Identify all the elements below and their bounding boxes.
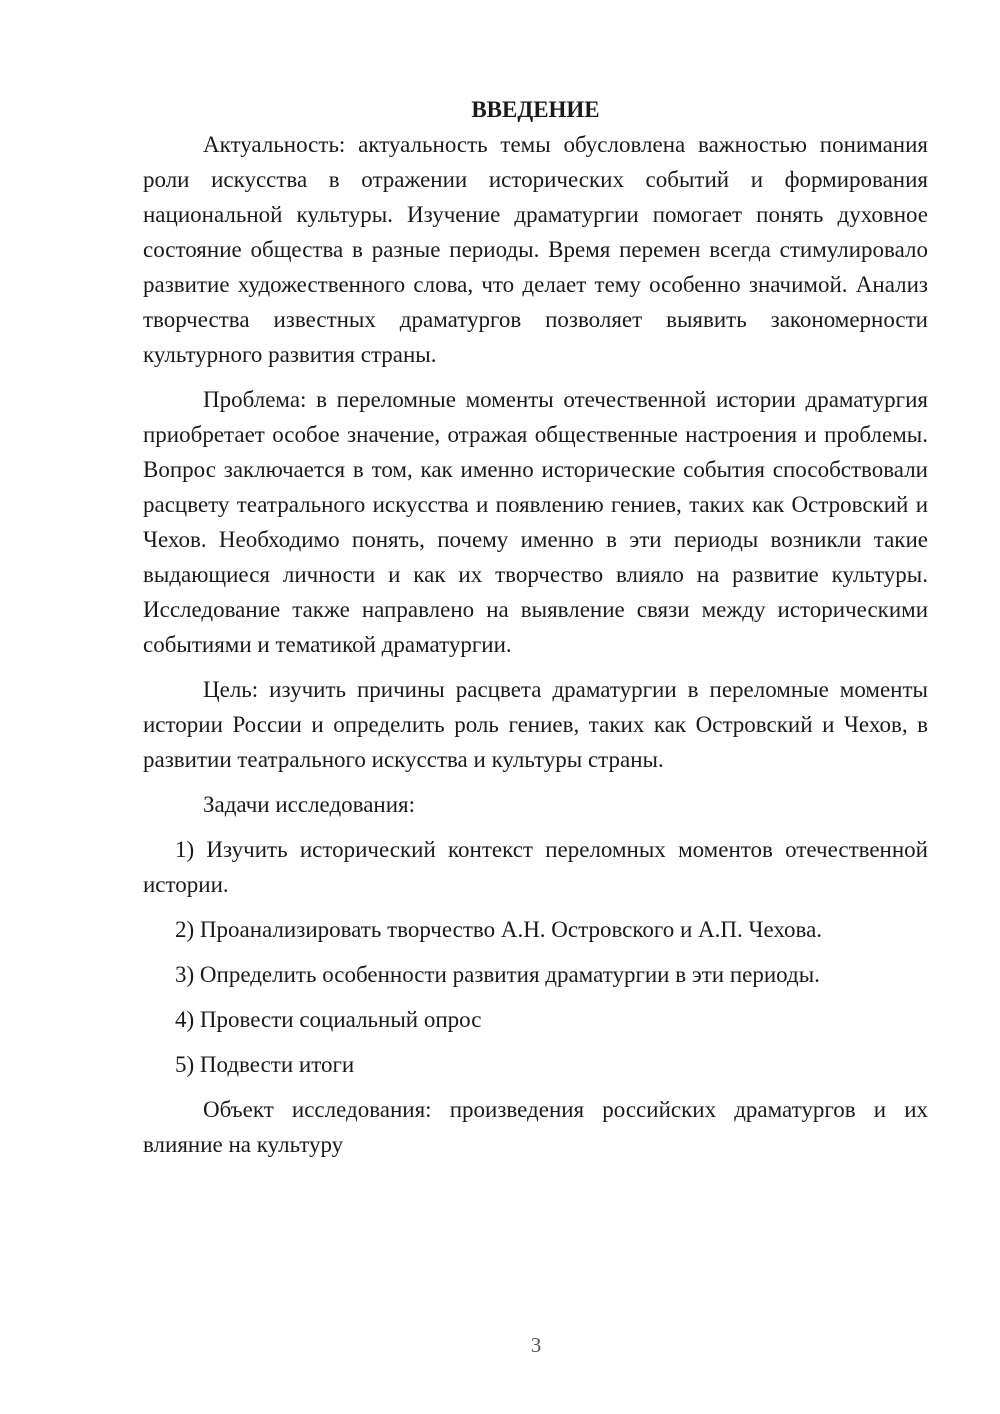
tasks-intro: Задачи исследования: xyxy=(203,792,416,817)
page-content xyxy=(143,92,928,1172)
task-item-1: 1) Изучить исторический контекст переломных моментов отечественной истории. xyxy=(143,837,928,897)
task-item-4: 4) Провести социальный опрос xyxy=(175,1007,482,1032)
object-paragraph: Объект исследования: произведения российских драматургов и их влияние на культуру xyxy=(143,1097,928,1157)
task-item-2: 2) Проанализировать творчество А.Н. Островского и А.П. Чехова. xyxy=(175,917,823,942)
task-item-3: 3) Определить особенности развития драматургии в эти периоды. xyxy=(175,962,820,987)
problem-paragraph: Проблема: в переломные моменты отечественной истории драматургия приобретает особое значение, отражая общественные настроения и проблемы. Вопрос заключается в том, как именно исторические события способствовали расцвету театрального искусства и появлению гениев, таких как Островский и Чехов. Необходимо понять, почему именно в эти периоды возникли такие выдающиеся личности и как их творчество влияло на развитие культуры. Исследование также направлено на выявление связи между историческими событиями и тематикой драматургии. xyxy=(143,387,928,657)
section-heading: ВВЕДЕНИЕ xyxy=(471,97,600,122)
page-number: 3 xyxy=(530,1333,542,1357)
relevance-paragraph: Актуальность: актуальность темы обусловлена важностью понимания роли искусства в отражении исторических событий и формирования национальной культуры. Изучение драматургии помогает понять духовное состояние общества в разные периоды. Время перемен всегда стимулировало развитие художественного слова, что делает тему особенно значимой. Анализ творчества известных драматургов позволяет выявить закономерности культурного развития страны. xyxy=(143,132,928,367)
task-item-5: 5) Подвести итоги xyxy=(175,1052,355,1077)
goal-paragraph: Цель: изучить причины расцвета драматургии в переломные моменты истории России и определить роль гениев, таких как Островский и Чехов, в развитии театрального искусства и культуры страны. xyxy=(143,677,928,772)
